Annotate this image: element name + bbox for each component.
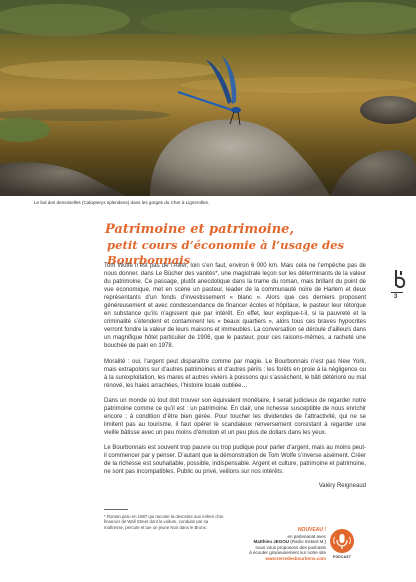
photo-caption: Le bal des demoiselles (Calopteryx splendens) dans les gorges du Cher à Lignerolles. [34, 200, 210, 205]
podcast-badge[interactable] [330, 529, 354, 553]
paragraph-2: Moralité : oui, l’argent peut disparaître comme par magie. Le Bourbonnais n’est pas New York, mais extrapolons sur d’autres patrimoines et d’autres périls : les forêts en proie à la négligence ou à la surexploitation, les mares et autres viviers à poissons qui s’assèchent, le bâti détérioré ou mal rénové, les haies arrachées, l’histoire locale oubliée… [104, 358, 366, 389]
paragraph-1: Tom Wolfe n’est pas de l’Allier, loin s’en faut, environ 6 000 km. Mais cela ne l’empêche pas de nous donner, dans Le Bûcher des vanités*, une magistrale leçon sur les déterminants de la valeur du patrimoine. Ce passage, plutôt anecdotique dans la trame du roman, mais brillant du point de vue économique, met en scène un pasteur, leader de la communauté noire de Harlem et deux représentants d’un fonds d’investissement « blanc ». Alors que ces derniers proposent généreusement et avec condescendance de financer écoles et hôpitaux, le pasteur leur rétorque en substance qu’ils n’agissent que par intérêt. En effet, leur explique-t-il, si la pauvreté et la criminalité s’étendent et contaminent les « beaux quartiers », alors tous ces braves hypocrites verront fondre la valeur de leurs maisons et immeubles. La conversation se déroule d’ailleurs dans un magnifique hôtel particulier de 1906, que le pasteur, pour ces raisons-mêmes, a racheté une bouchée de pain en 1978. [104, 263, 366, 350]
title-line-2: petit cours d’économie à l’usage des Bourbonnais [107, 237, 345, 267]
paragraph-3: Dans un monde où tout doit trouver son équivalent monétaire, il serait judicieux de regarder notre patrimoine comme ce qu’il est : un patrimoine. En clair, une richesse susceptible de nous enrichir encore ; à condition d’être bien gérée. Pour toucher les dividendes de l’attractivité, qui ne se limitent pas au tourisme, il faut opérer le scandaleux renversement consistant à regarder une vieille bâtisse avec un peu moins d’émotion et un peu plus de dollars dans les yeux. [104, 397, 366, 436]
page-number: 3 [394, 294, 398, 300]
podcast-website-link[interactable]: www.terredesbourbons.com [265, 555, 326, 561]
river-scene-illustration [0, 0, 416, 196]
podcast-line-1: en partenariat avec [287, 533, 326, 539]
podcast-line-3: nous vous proposons des podcasts [255, 544, 326, 550]
author-signature: Valéry Reigneaud [318, 483, 366, 490]
podcast-badge-label: PODCAST [333, 555, 351, 559]
paragraph-4: Le Bourbonnais est souvent trop pauvre ou trop pudique pour parler d’argent, mais au moins peut-il commencer par y penser. D’autant que la démonstration de Tom Wolfe s’inverse aisément. Créer de la richesse est souhaitable, possible, indispensable. Argent et culture, patrimoine et patrimoine, ne sont pas incompatibles. Public ou privé, veillons sur nos intérêts. [104, 444, 366, 476]
podcast-new-label: NOUVEAU ! [297, 527, 326, 533]
podcast-line-4: à écouter gracieusement sur notre site [249, 550, 326, 555]
podcast-promo [240, 528, 326, 561]
hero-photo [0, 0, 416, 196]
title-line-1: Patrimoine et patrimoine, [105, 222, 294, 237]
footnote-divider [104, 509, 128, 510]
footnote: * Roman paru en 1987 qui raconte la descente aux enfers d’un financier de Wall Street dont la voiture, conduite par sa maîtresse, percute et tue un jeune Noir dans le Bronx. [104, 514, 224, 530]
page-number-rule [391, 292, 403, 293]
podcast-host-extra: (Radio Instant M.) [288, 539, 326, 544]
bourbonnais-logo-icon [392, 270, 406, 292]
podcast-host: Matthieu JEGOU [253, 539, 289, 544]
article-body [104, 262, 366, 497]
microphone-icon [330, 529, 354, 553]
